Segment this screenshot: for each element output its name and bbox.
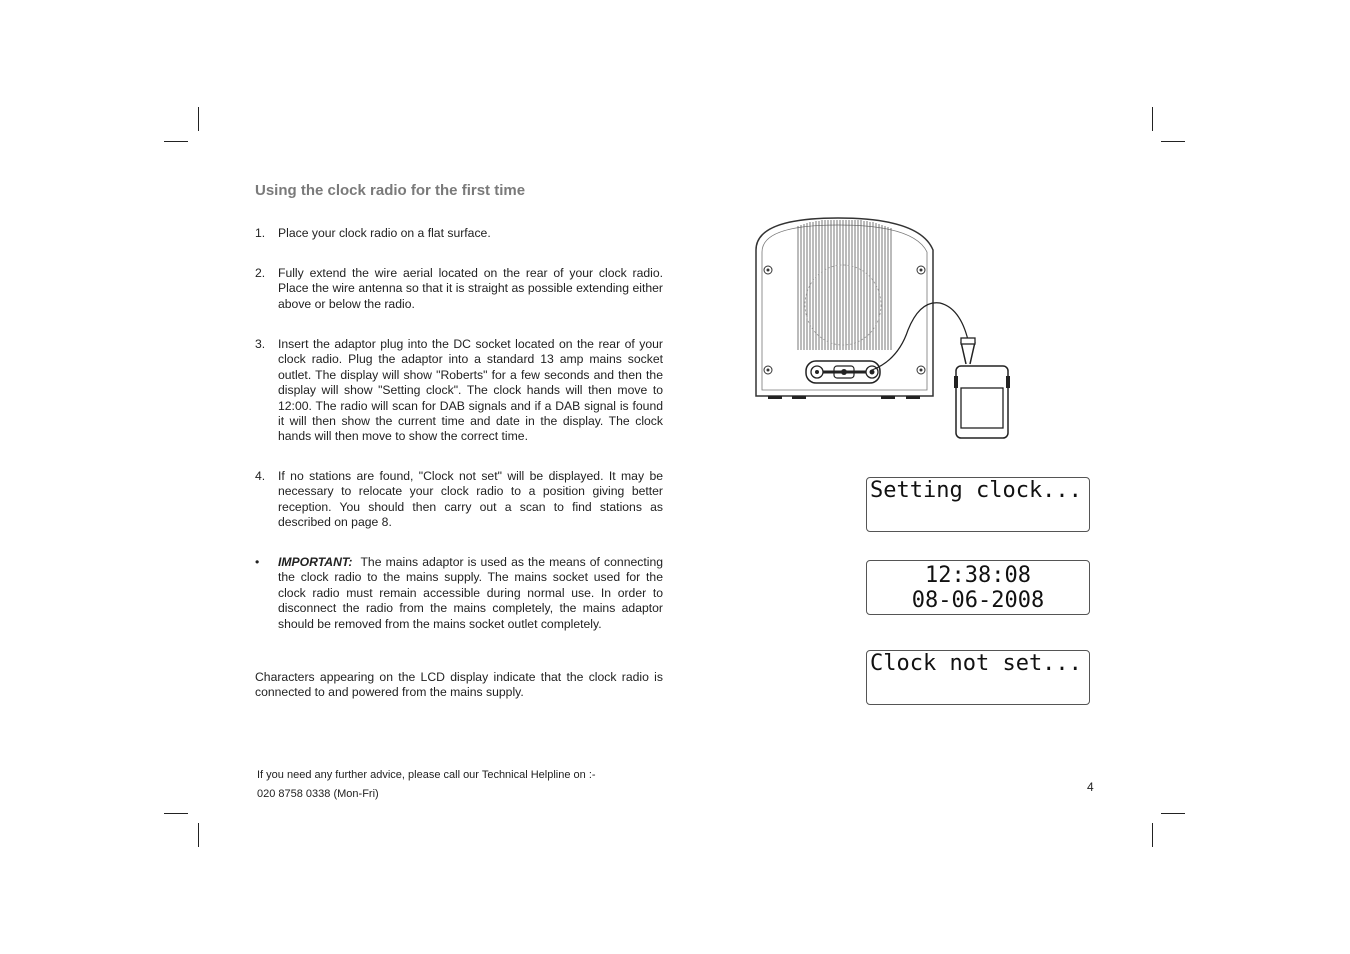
lcd-date-line: 08-06-2008	[911, 588, 1045, 613]
step-text: Fully extend the wire aerial located on the rear of your clock radio. Place the wire antenna so that it is straight as possible extending either above or below the radio.	[278, 266, 663, 311]
important-label: IMPORTANT:	[278, 555, 353, 569]
important-text: The mains adaptor is used as the means of connecting the clock radio to the mains supply. The mains socket used for the clock radio must remain accessible during normal use. In order to disconnect the radio from the mains completely, the mains adaptor should be removed from the mains socket outlet completely.	[278, 555, 663, 631]
crop-mark	[164, 141, 188, 142]
step-number: 4.	[255, 469, 266, 483]
step-text: Place your clock radio on a flat surface.	[278, 226, 491, 240]
lcd-display-setting-clock	[866, 477, 1090, 532]
crop-mark	[164, 813, 188, 814]
step-3	[255, 337, 663, 445]
crop-mark	[1152, 107, 1153, 131]
clock-radio-rear-illustration	[748, 210, 1018, 445]
crop-mark	[1161, 141, 1185, 142]
step-number: 3.	[255, 337, 266, 351]
lcd-line: Setting clock...	[870, 478, 1082, 503]
lcd-display-time-date	[866, 560, 1090, 615]
page-number: 4	[1087, 780, 1094, 794]
closing-paragraph: Characters appearing on the LCD display indicate that the clock radio is connected to and powered from the mains supply.	[255, 670, 663, 700]
lcd-time-line: 12:38:08	[925, 563, 1031, 588]
crop-mark	[198, 107, 199, 131]
crop-mark	[1161, 813, 1185, 814]
lcd-line: Clock not set...	[870, 651, 1082, 676]
step-1	[255, 226, 663, 241]
step-4	[255, 469, 663, 531]
lcd-display-clock-not-set	[866, 650, 1090, 705]
helpline-number: 020 8758 0338 (Mon-Fri)	[257, 788, 379, 800]
step-text: If no stations are found, "Clock not set" will be displayed. It may be necessary to relocate your clock radio to a position giving better reception. You should then carry out a scan to find stations as described on page 8.	[278, 469, 663, 530]
step-number: 2.	[255, 266, 266, 280]
bullet: •	[255, 555, 260, 569]
important-note	[255, 555, 663, 632]
step-2	[255, 266, 663, 312]
crop-mark	[1152, 823, 1153, 847]
step-text: Insert the adaptor plug into the DC socket located on the rear of your clock radio. Plug the adaptor into a standard 13 amp mains socket outlet. The display will show "Roberts" for a few seconds and then the display will show "Setting clock". The clock hands will then move to 12:00. The radio will scan for DAB signals and if a DAB signal is found it will then show the current time and date in the display. The clock hands will then move to show the correct time.	[278, 337, 663, 444]
step-number: 1.	[255, 226, 266, 240]
crop-mark	[198, 823, 199, 847]
page-title: Using the clock radio for the first time	[255, 182, 526, 199]
helpline-text: If you need any further advice, please call our Technical Helpline on :-	[257, 769, 596, 781]
